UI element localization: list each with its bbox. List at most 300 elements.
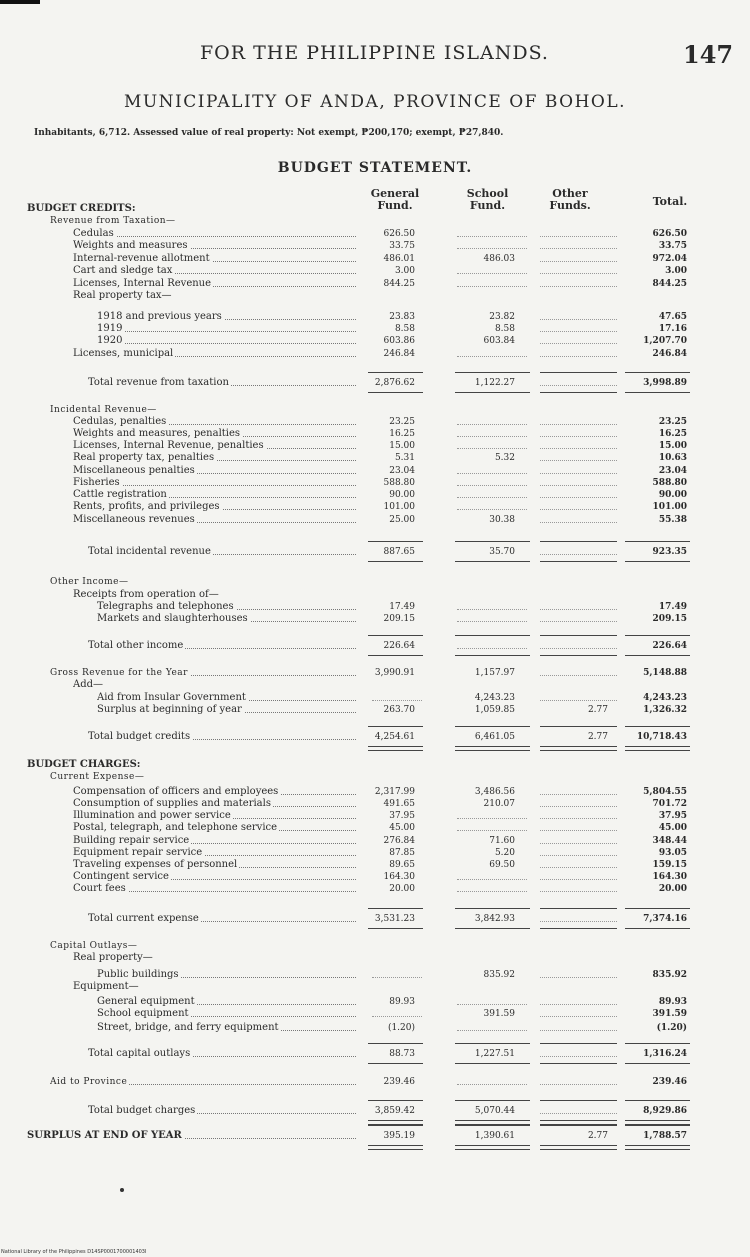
- table-row: [0, 1105, 750, 1117]
- row-label-text: Public buildings: [97, 969, 179, 980]
- row-label-text: Other Income—: [50, 577, 129, 587]
- general-fund-cell: 88.73: [389, 1049, 415, 1059]
- row-label-text: Receipts from operation of—: [73, 589, 219, 600]
- general-fund-cell: 17.49: [389, 602, 415, 612]
- running-head: FOR THE PHILIPPINE ISLANDS.: [200, 42, 549, 64]
- sum-rule: [540, 1100, 617, 1101]
- total-fund-cell: 1,316.24: [643, 1049, 687, 1059]
- school-fund-cell: 5.32: [494, 453, 515, 463]
- table-row: [0, 452, 750, 464]
- row-label: [73, 871, 360, 883]
- general-fund-cell: 33.75: [389, 241, 415, 251]
- blank-general-cell: [372, 700, 422, 701]
- total-fund-cell: 90.00: [658, 490, 687, 500]
- sum-rule: [625, 928, 690, 929]
- table-row: [0, 810, 750, 822]
- table-row: [0, 679, 750, 691]
- general-fund-cell: (1.20): [387, 1023, 415, 1033]
- row-label: [73, 859, 360, 871]
- row-label: [73, 290, 360, 302]
- general-fund-cell: 90.00: [389, 490, 415, 500]
- sum-rule: [540, 928, 617, 929]
- table-row: [0, 265, 750, 277]
- row-label: [73, 240, 360, 252]
- row-label: [73, 477, 360, 489]
- row-label: [97, 1008, 360, 1020]
- blank-other-cell: [540, 319, 617, 320]
- school-fund-cell: 1,122.27: [474, 378, 515, 388]
- row-label-text: General equipment: [97, 996, 195, 1007]
- total-fund-cell: 3.00: [665, 266, 687, 276]
- row-label-text: Real property tax, penalties: [73, 452, 215, 463]
- row-label: [88, 913, 360, 925]
- sum-rule: [455, 541, 530, 542]
- school-fund-cell: 6,461.05: [474, 732, 515, 742]
- blank-other-cell: [540, 356, 617, 357]
- sum-rule: [455, 372, 530, 373]
- blank-other-cell: [540, 261, 617, 262]
- row-label-text: Incidental Revenue—: [50, 405, 157, 415]
- table-row: [0, 278, 750, 290]
- school-fund-cell: 486.03: [483, 254, 515, 264]
- total-fund-cell: 835.92: [652, 970, 687, 980]
- general-fund-cell: 15.00: [389, 441, 415, 451]
- table-row: [0, 601, 750, 613]
- blank-general-cell: [372, 1016, 422, 1017]
- sum-rule: [455, 1043, 530, 1044]
- row-label: [73, 440, 360, 452]
- row-label-text: Cedulas: [73, 228, 114, 239]
- school-fund-cell: 1,157.97: [474, 668, 515, 678]
- general-fund-cell: 239.46: [383, 1077, 415, 1087]
- table-row: [0, 404, 750, 416]
- total-fund-cell: 23.04: [658, 466, 687, 476]
- total-fund-cell: 226.64: [652, 641, 687, 651]
- blank-school-cell: [457, 509, 527, 510]
- blank-other-cell: [540, 891, 617, 892]
- general-fund-cell: 23.83: [389, 312, 415, 322]
- row-label: [73, 810, 360, 822]
- row-label: [73, 822, 360, 834]
- row-label: [27, 759, 360, 771]
- row-label-text: Street, bridge, and ferry equipment: [97, 1022, 279, 1033]
- sum-rule: [540, 655, 617, 656]
- school-fund-cell: 23.82: [489, 312, 515, 322]
- blank-school-cell: [457, 648, 527, 649]
- row-label-text: 1920: [97, 335, 123, 346]
- table-row: [0, 883, 750, 895]
- column-header-other: Other Funds.: [549, 187, 591, 212]
- blank-other-cell: [540, 1113, 617, 1114]
- sum-rule: [455, 928, 530, 929]
- sum-rule: [540, 561, 617, 562]
- table-row: [0, 311, 750, 323]
- general-fund-cell: 887.65: [383, 547, 415, 557]
- general-fund-cell: 226.64: [383, 641, 415, 651]
- other-fund-cell: 2.77: [587, 705, 608, 715]
- sum-rule: [368, 1125, 423, 1126]
- general-fund-cell: 603.86: [383, 336, 415, 346]
- blank-other-cell: [540, 830, 617, 831]
- blank-other-cell: [540, 554, 617, 555]
- table-row: [0, 704, 750, 716]
- blank-other-cell: [540, 448, 617, 449]
- row-label-text: BUDGET CREDITS:: [27, 203, 136, 214]
- total-fund-cell: 10,718.43: [636, 732, 687, 742]
- sum-rule: [368, 1145, 423, 1150]
- table-row: [0, 871, 750, 883]
- row-label: [73, 847, 360, 859]
- row-label-text: Current Expense—: [50, 772, 145, 782]
- row-label: [97, 311, 360, 323]
- row-label: [73, 428, 360, 440]
- row-label: [97, 613, 360, 625]
- total-fund-cell: 159.15: [652, 860, 687, 870]
- row-label-text: Rents, profits, and privileges: [73, 501, 220, 512]
- total-fund-cell: 5,804.55: [643, 787, 687, 797]
- sum-rule: [625, 561, 690, 562]
- table-row: [0, 477, 750, 489]
- general-fund-cell: 101.00: [383, 502, 415, 512]
- row-label: [50, 1076, 360, 1088]
- row-label-text: Equipment repair service: [73, 847, 203, 858]
- row-label: [50, 404, 360, 416]
- row-label-text: Total budget charges: [88, 1105, 196, 1116]
- general-fund-cell: 486.01: [383, 254, 415, 264]
- row-label: [50, 576, 360, 588]
- blank-other-cell: [540, 497, 617, 498]
- general-fund-cell: 844.25: [383, 279, 415, 289]
- row-label: [73, 416, 360, 428]
- general-fund-cell: 491.65: [383, 799, 415, 809]
- blank-other-cell: [540, 236, 617, 237]
- sum-rule: [368, 908, 423, 909]
- blank-other-cell: [540, 509, 617, 510]
- sum-rule: [455, 746, 530, 751]
- row-label-text: Cart and sledge tax: [73, 265, 173, 276]
- sum-rule: [540, 635, 617, 636]
- general-fund-cell: 25.00: [389, 515, 415, 525]
- blank-other-cell: [540, 609, 617, 610]
- row-label: [73, 501, 360, 513]
- table-row: [0, 835, 750, 847]
- row-label-text: Total capital outlays: [88, 1048, 191, 1059]
- row-label: [73, 679, 360, 691]
- row-label-text: Weights and measures, penalties: [73, 428, 241, 439]
- general-fund-cell: 276.84: [383, 836, 415, 846]
- row-label: [73, 952, 360, 964]
- blank-other-cell: [540, 855, 617, 856]
- other-fund-cell: 2.77: [587, 1131, 608, 1141]
- blank-other-cell: [540, 794, 617, 795]
- document-title: MUNICIPALITY OF ANDA, PROVINCE OF BOHOL.: [123, 92, 627, 112]
- row-label-text: Miscellaneous revenues: [73, 514, 195, 525]
- column-header-school: School Fund.: [466, 187, 509, 212]
- row-label-text: School equipment: [97, 1008, 189, 1019]
- row-label: [27, 203, 360, 215]
- total-fund-cell: 3,998.89: [643, 378, 687, 388]
- sum-rule: [625, 1125, 690, 1126]
- blank-school-cell: [457, 473, 527, 474]
- total-fund-cell: 4,243.23: [643, 693, 687, 703]
- blank-other-cell: [540, 700, 617, 701]
- general-fund-cell: 3.00: [394, 266, 415, 276]
- sum-rule: [625, 655, 690, 656]
- table-row: [0, 589, 750, 601]
- row-label-text: Aid to Province: [50, 1077, 128, 1087]
- table-row: [0, 822, 750, 834]
- row-label-text: Equipment—: [73, 981, 139, 992]
- row-label-text: Total current expense: [88, 913, 199, 924]
- school-fund-cell: 210.07: [483, 799, 515, 809]
- row-label: [88, 1105, 360, 1117]
- blank-other-cell: [540, 806, 617, 807]
- table-row: [0, 1076, 750, 1088]
- blank-school-cell: [457, 609, 527, 610]
- column-header-general: General Fund.: [370, 187, 420, 212]
- blank-other-cell: [540, 273, 617, 274]
- general-fund-cell: 89.65: [389, 860, 415, 870]
- blank-other-cell: [540, 248, 617, 249]
- table-row: [0, 489, 750, 501]
- school-fund-cell: 71.60: [489, 836, 515, 846]
- table-row: [0, 1130, 750, 1142]
- row-label: [73, 265, 360, 277]
- sum-rule: [368, 746, 423, 751]
- row-label: [50, 771, 360, 783]
- table-row: [0, 981, 750, 993]
- scan-speck: [120, 1188, 124, 1192]
- row-label: [73, 883, 360, 895]
- sum-rule: [540, 1043, 617, 1044]
- blank-other-cell: [540, 286, 617, 287]
- blank-school-cell: [457, 248, 527, 249]
- row-label-text: Gross Revenue for the Year: [50, 668, 188, 678]
- row-label: [73, 514, 360, 526]
- school-fund-cell: 30.38: [489, 515, 515, 525]
- row-label-text: Licenses, municipal: [73, 348, 174, 359]
- blank-other-cell: [540, 977, 617, 978]
- table-row: [0, 786, 750, 798]
- row-label: [73, 589, 360, 601]
- row-label-text: Weights and measures: [73, 240, 188, 251]
- row-label-text: Court fees: [73, 883, 126, 894]
- table-row: [0, 501, 750, 513]
- row-label-text: 1918 and previous years: [97, 311, 222, 322]
- blank-school-cell: [457, 356, 527, 357]
- blank-other-cell: [540, 1016, 617, 1017]
- general-fund-cell: 23.04: [389, 466, 415, 476]
- row-label-text: Total revenue from taxation: [88, 377, 229, 388]
- row-label-text: Aid from Insular Government: [97, 692, 246, 703]
- row-label: [73, 228, 360, 240]
- total-fund-cell: 17.16: [658, 324, 687, 334]
- blank-school-cell: [457, 485, 527, 486]
- total-fund-cell: 20.00: [658, 884, 687, 894]
- total-fund-cell: 701.72: [652, 799, 687, 809]
- column-header-total: Total.: [652, 195, 688, 208]
- total-fund-cell: 209.15: [652, 614, 687, 624]
- total-fund-cell: 246.84: [652, 349, 687, 359]
- row-label-text: Cedulas, penalties: [73, 416, 167, 427]
- sum-rule: [540, 908, 617, 909]
- row-label-text: Traveling expenses of personnel: [73, 859, 238, 870]
- total-fund-cell: 588.80: [652, 478, 687, 488]
- table-row: [0, 640, 750, 652]
- row-label: [73, 489, 360, 501]
- sum-rule: [368, 655, 423, 656]
- school-fund-cell: 35.70: [489, 547, 515, 557]
- total-fund-cell: 15.00: [658, 441, 687, 451]
- sum-rule: [455, 655, 530, 656]
- row-label: [97, 1022, 360, 1034]
- table-row: [0, 759, 750, 771]
- sum-rule: [540, 1063, 617, 1064]
- general-fund-cell: 164.30: [383, 872, 415, 882]
- row-label-text: Total incidental revenue: [88, 546, 211, 557]
- blank-general-cell: [372, 977, 422, 978]
- table-row: [0, 692, 750, 704]
- row-label: [88, 1048, 360, 1060]
- blank-other-cell: [540, 818, 617, 819]
- general-fund-cell: 5.31: [394, 453, 415, 463]
- school-fund-cell: 5.20: [494, 848, 515, 858]
- blank-school-cell: [457, 891, 527, 892]
- table-row: [0, 667, 750, 679]
- row-label: [73, 278, 360, 290]
- table-row: [0, 731, 750, 743]
- row-label-text: Licenses, Internal Revenue: [73, 278, 212, 289]
- blank-school-cell: [457, 497, 527, 498]
- row-label: [97, 996, 360, 1008]
- total-fund-cell: 844.25: [652, 279, 687, 289]
- general-fund-cell: 395.19: [383, 1131, 415, 1141]
- sum-rule: [455, 1100, 530, 1101]
- row-label: [97, 601, 360, 613]
- total-fund-cell: 239.46: [652, 1077, 687, 1087]
- table-row: [0, 952, 750, 964]
- total-fund-cell: 55.38: [658, 515, 687, 525]
- school-fund-cell: 3,486.56: [474, 787, 515, 797]
- row-label-text: Licenses, Internal Revenue, penalties: [73, 440, 264, 451]
- school-fund-cell: 8.58: [494, 324, 515, 334]
- blank-other-cell: [540, 1030, 617, 1031]
- blank-school-cell: [457, 1084, 527, 1085]
- page-number: 147: [683, 40, 734, 69]
- total-fund-cell: 89.93: [658, 997, 687, 1007]
- general-fund-cell: 588.80: [383, 478, 415, 488]
- blank-other-cell: [540, 473, 617, 474]
- sum-rule: [625, 1043, 690, 1044]
- total-fund-cell: 8,929.86: [643, 1106, 687, 1116]
- total-fund-cell: 101.00: [652, 502, 687, 512]
- table-row: [0, 416, 750, 428]
- row-label: [50, 667, 360, 679]
- total-fund-cell: 1,326.32: [643, 705, 687, 715]
- table-row: [0, 377, 750, 389]
- row-label: [97, 335, 360, 347]
- sum-rule: [368, 1100, 423, 1101]
- blank-other-cell: [540, 621, 617, 622]
- sum-rule: [540, 392, 617, 393]
- row-label-text: Compensation of officers and employees: [73, 786, 279, 797]
- row-label-text: Postal, telegraph, and telephone service: [73, 822, 278, 833]
- row-label: [97, 692, 360, 704]
- total-fund-cell: 1,207.70: [643, 336, 687, 346]
- general-fund-cell: 209.15: [383, 614, 415, 624]
- sum-rule: [368, 392, 423, 393]
- total-fund-cell: 16.25: [658, 429, 687, 439]
- row-label-text: SURPLUS AT END OF YEAR: [27, 1130, 182, 1141]
- row-label: [50, 215, 360, 227]
- sum-rule: [455, 1145, 530, 1150]
- row-label-text: Internal-revenue allotment: [73, 253, 210, 264]
- sum-rule: [368, 561, 423, 562]
- total-fund-cell: 5,148.88: [643, 668, 687, 678]
- general-fund-cell: 263.70: [383, 705, 415, 715]
- total-fund-cell: 33.75: [658, 241, 687, 251]
- table-row: [0, 290, 750, 302]
- row-label: [88, 640, 360, 652]
- blank-school-cell: [457, 273, 527, 274]
- school-fund-cell: 1,227.51: [474, 1049, 515, 1059]
- sum-rule: [540, 726, 617, 727]
- sum-rule: [540, 1125, 617, 1126]
- row-label: [97, 969, 360, 981]
- table-row: [0, 969, 750, 981]
- table-row: [0, 348, 750, 360]
- total-fund-cell: 17.49: [658, 602, 687, 612]
- total-fund-cell: 47.65: [658, 312, 687, 322]
- row-label-text: Markets and slaughterhouses: [97, 613, 248, 624]
- sum-rule: [455, 561, 530, 562]
- blank-other-cell: [540, 1004, 617, 1005]
- row-label-text: Total other income: [88, 640, 184, 651]
- school-fund-cell: 391.59: [483, 1009, 515, 1019]
- sum-rule: [368, 541, 423, 542]
- total-fund-cell: 23.25: [658, 417, 687, 427]
- table-row: [0, 996, 750, 1008]
- row-label-text: Illumination and power service: [73, 810, 231, 821]
- blank-other-cell: [540, 331, 617, 332]
- sum-rule: [455, 1063, 530, 1064]
- row-label: [88, 546, 360, 558]
- blank-other-cell: [540, 1056, 617, 1057]
- row-label: [88, 377, 360, 389]
- row-label: [50, 940, 360, 952]
- general-fund-cell: 4,254.61: [374, 732, 415, 742]
- sum-rule: [368, 928, 423, 929]
- table-row: [0, 771, 750, 783]
- sum-rule: [625, 726, 690, 727]
- table-row: [0, 1008, 750, 1020]
- row-label-text: 1919: [97, 323, 123, 334]
- table-row: [0, 798, 750, 810]
- table-row: [0, 1022, 750, 1034]
- blank-school-cell: [457, 286, 527, 287]
- table-row: [0, 253, 750, 265]
- sum-rule: [625, 1100, 690, 1101]
- total-fund-cell: 626.50: [652, 229, 687, 239]
- row-label: [73, 465, 360, 477]
- total-fund-cell: 972.04: [652, 254, 687, 264]
- blank-other-cell: [540, 436, 617, 437]
- sum-rule: [625, 541, 690, 542]
- total-fund-cell: 93.05: [658, 848, 687, 858]
- table-row: [0, 228, 750, 240]
- total-fund-cell: 348.44: [652, 836, 687, 846]
- sum-rule: [455, 908, 530, 909]
